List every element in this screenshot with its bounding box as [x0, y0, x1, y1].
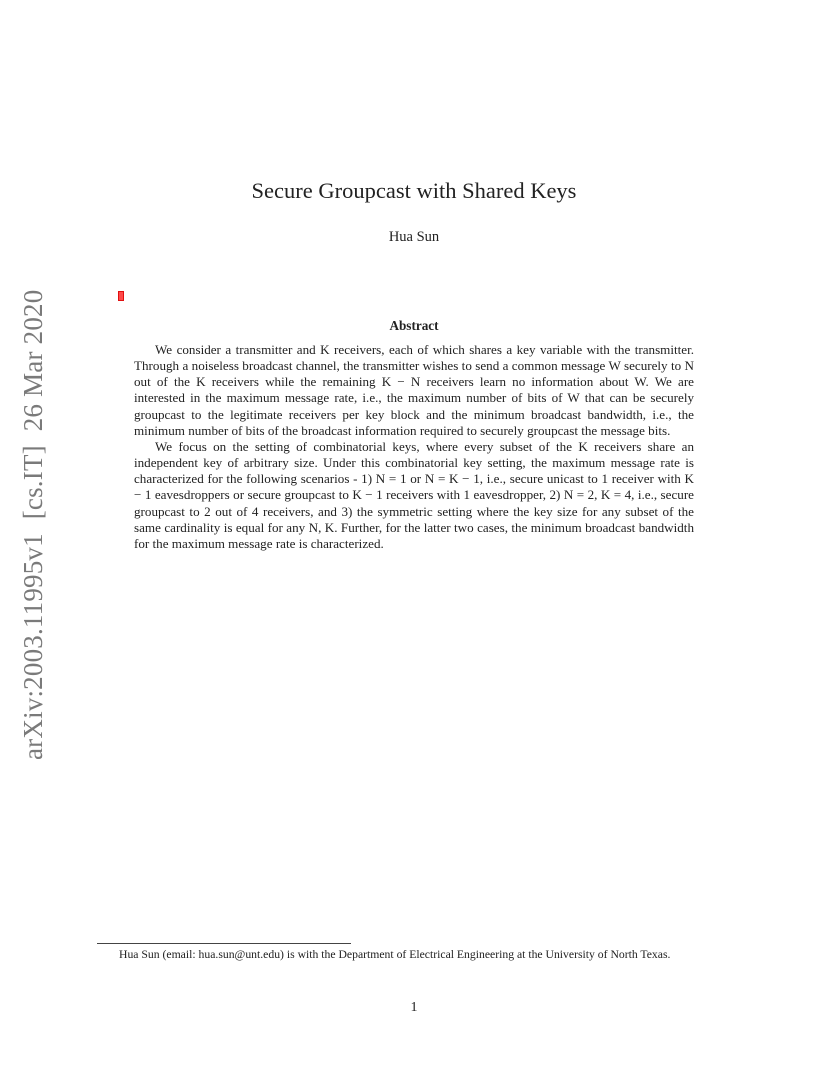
page-number: 1: [410, 1000, 418, 1015]
arxiv-identifier-stamp: arXiv:2003.11995v1 [cs.IT] 26 Mar 2020: [18, 289, 48, 760]
author-name: Hua Sun: [388, 229, 440, 245]
paper-title: Secure Groupcast with Shared Keys: [251, 178, 577, 203]
footnote-link-marker[interactable]: [118, 291, 124, 301]
abstract-paragraph-1: We consider a transmitter and K receivers, each of which shares a key variable with the transmitter. Through a noiseless broadcast channel, the transmitter wishes to send a common message W securely to N out of the K receivers while the remaining K − N receivers learn no information about W. We are interested in the maximum message rate, i.e., the maximum number of bits of W that can be securely groupcast to the legitimate receivers per key block and the minimum broadcast bandwidth, i.e., the minimum number of bits of the broadcast information required to securely groupcast the message bits.: [134, 342, 694, 438]
abstract-heading: Abstract: [389, 318, 439, 333]
abstract-body: [134, 342, 694, 552]
abstract-paragraph-2: We focus on the setting of combinatorial keys, where every subset of the K receivers share an independent key of arbitrary size. Under this combinatorial key setting, the maximum message rate is characterized for the following scenarios - 1) N = 1 or N = K − 1, i.e., secure unicast to 1 receiver with K − 1 eavesdroppers or secure groupcast to K − 1 receivers with 1 eavesdropper, 2) N = 2, K = 4, i.e., secure groupcast to 2 out of 4 receivers, and 3) the symmetric setting where the key size for any subset of the same cardinality is equal for any N, K. Further, for the latter two cases, the minimum broadcast bandwidth for the maximum message rate is characterized.: [134, 438, 694, 551]
footnote-divider: [97, 943, 351, 944]
footnote-text: Hua Sun (email: hua.sun@unt.edu) is with the Department of Electrical Engineering at the University of North Texas.: [119, 948, 671, 961]
